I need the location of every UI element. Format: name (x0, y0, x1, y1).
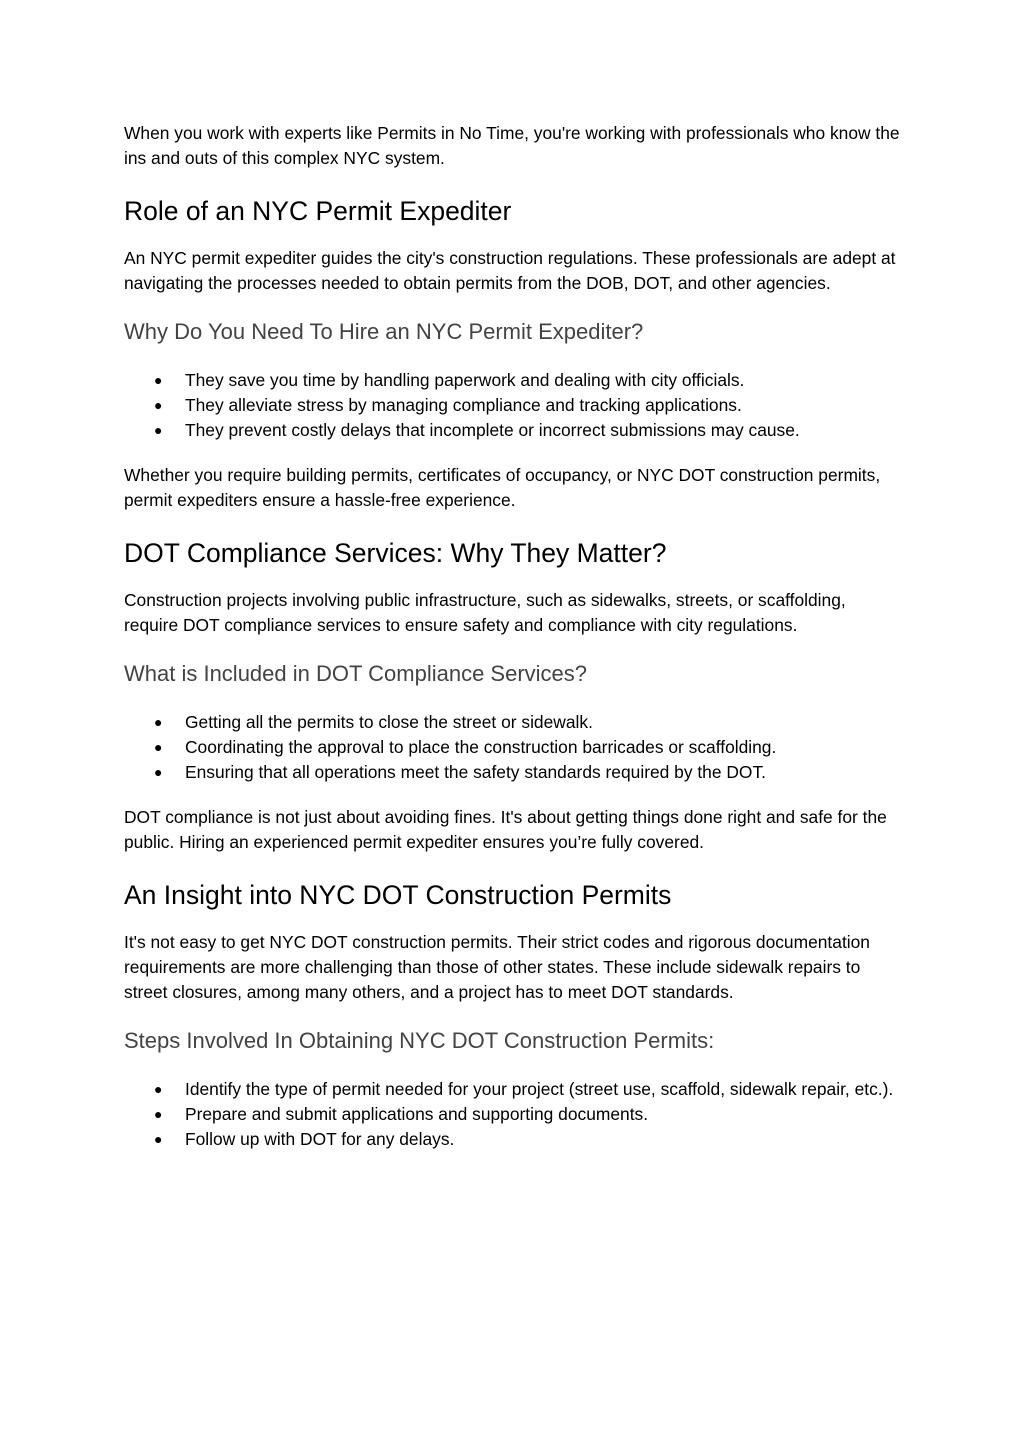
section-closing-role: Whether you require building permits, certificates of occupancy, or NYC DOT construction permits, permit expediters ensure a hassle-free experience. (124, 465, 881, 510)
subheading-included: What is Included in DOT Compliance Services? (124, 661, 588, 686)
list-item: ● Identify the type of permit needed for your project (street use, scaffold, sidewalk repair, etc.). (124, 1077, 900, 1102)
list-item: ● Getting all the permits to close the street or sidewalk. (124, 710, 900, 735)
list-item: ● Coordinating the approval to place the construction barricades or scaffolding. (124, 735, 900, 760)
section-heading-dot-permits: An Insight into NYC DOT Construction Permits (124, 880, 672, 910)
bullet-icon: ● (154, 372, 163, 388)
intro-paragraph: When you work with experts like Permits in No Time, you're working with professionals who know the ins and outs of this complex NYC system. (124, 123, 900, 168)
bullet-list-why-hire (124, 368, 900, 443)
list-item: ● They alleviate stress by managing compliance and tracking applications. (124, 393, 900, 418)
bullet-icon: ● (154, 397, 163, 413)
bullet-icon: ● (154, 714, 163, 730)
section-closing-dot-compliance: DOT compliance is not just about avoiding fines. It's about getting things done right and safe for the public. Hiring an experienced permit expediter ensures you’re fully covered. (124, 807, 887, 852)
list-item: ● They save you time by handling paperwork and dealing with city officials. (124, 368, 900, 393)
bullet-list-included (124, 710, 900, 785)
document-page (124, 121, 900, 1152)
list-item: ● They prevent costly delays that incomplete or incorrect submissions may cause. (124, 418, 900, 443)
section-paragraph-dot-compliance: Construction projects involving public infrastructure, such as sidewalks, streets, or scaffolding, require DOT compliance services to ensure safety and compliance with city regulations. (124, 590, 846, 635)
section-paragraph-dot-permits: It's not easy to get NYC DOT construction permits. Their strict codes and rigorous documentation requirements are more challenging than those of other states. These include sidewalk repairs to street closures, among many others, and a project has to meet DOT standards. (124, 932, 870, 1002)
bullet-icon: ● (154, 1081, 163, 1097)
list-item: ● Prepare and submit applications and supporting documents. (124, 1102, 900, 1127)
bullet-icon: ● (154, 764, 163, 780)
section-heading-dot-compliance: DOT Compliance Services: Why They Matter? (124, 538, 667, 568)
bullet-list-steps (124, 1077, 900, 1152)
bullet-icon: ● (154, 739, 163, 755)
subheading-why-hire: Why Do You Need To Hire an NYC Permit Expediter? (124, 319, 644, 344)
bullet-icon: ● (154, 1131, 163, 1147)
list-item: ● Follow up with DOT for any delays. (124, 1127, 900, 1152)
section-paragraph-role: An NYC permit expediter guides the city's construction regulations. These professionals are adept at navigating the processes needed to obtain permits from the DOB, DOT, and other agencies. (124, 248, 896, 293)
list-item: ● Ensuring that all operations meet the safety standards required by the DOT. (124, 760, 900, 785)
subheading-steps: Steps Involved In Obtaining NYC DOT Construction Permits: (124, 1028, 715, 1053)
bullet-icon: ● (154, 1106, 163, 1122)
bullet-icon: ● (154, 422, 163, 438)
section-heading-role: Role of an NYC Permit Expediter (124, 196, 512, 226)
